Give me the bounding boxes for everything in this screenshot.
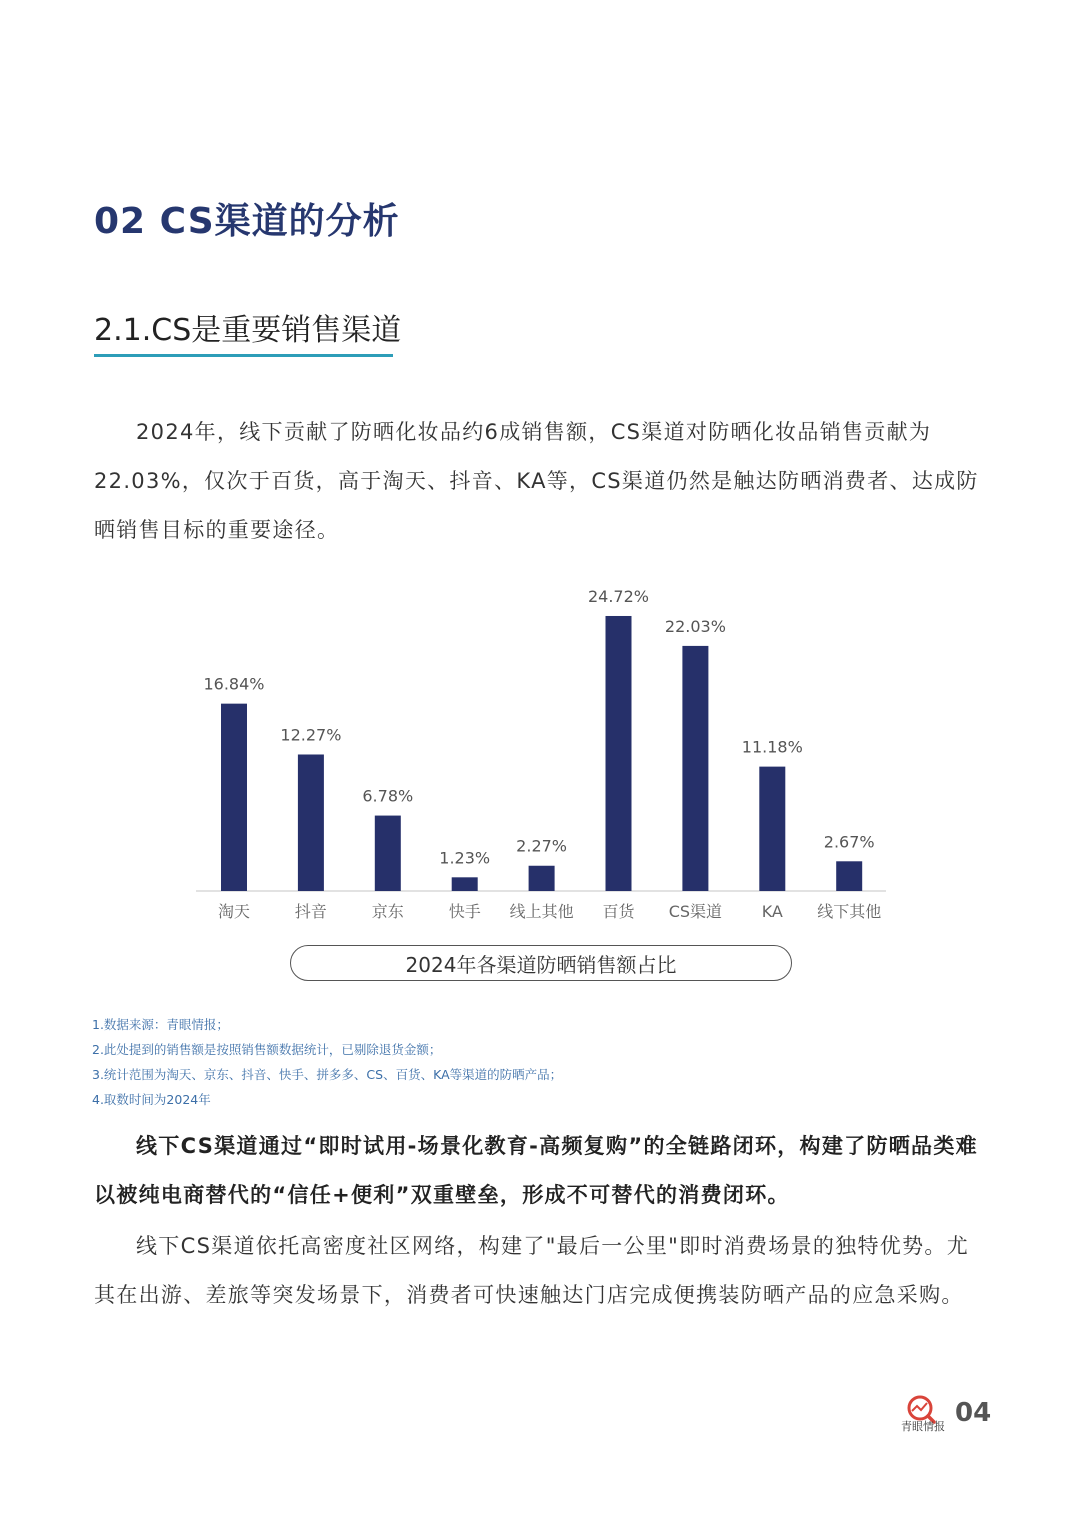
bar-value-label: 2.27% xyxy=(516,836,568,856)
bar-value-label: 12.27% xyxy=(280,725,342,745)
chart-caption: 2024年各渠道防晒销售额占比 xyxy=(290,945,792,981)
bar-value-label: 11.18% xyxy=(741,737,803,757)
bar-chart xyxy=(180,575,910,935)
x-axis-tick-label: 淘天 xyxy=(217,902,251,921)
x-axis-tick-label: 京东 xyxy=(371,902,404,921)
chart-bar xyxy=(298,754,324,891)
chart-bars xyxy=(203,587,881,921)
x-axis-tick-label: KA xyxy=(761,902,783,921)
x-axis-tick-label: 抖音 xyxy=(294,902,327,921)
section-title: 02 CS渠道的分析 xyxy=(94,201,400,242)
chart-bar xyxy=(221,704,247,891)
subsection-title: 2.1.CS是重要销售渠道 xyxy=(94,313,402,348)
intro-paragraph: 2024年，线下贡献了防晒化妆品约6成销售额，CS渠道对防晒化妆品销售贡献为22.03%，仅次于百货，高于淘天、抖音、KA等，CS渠道仍然是触达防晒消费者、达成防晒销售目标的重要途径。 xyxy=(94,420,979,542)
chart-bar xyxy=(682,646,708,891)
x-axis-tick-label: 线上其他 xyxy=(509,902,574,921)
bar-value-label: 24.72% xyxy=(587,586,650,606)
x-axis-tick-label: 线下其他 xyxy=(817,902,882,921)
notes-list xyxy=(92,1012,562,1112)
closing-paragraph: 线下CS渠道依托高密度社区网络，构建了"最后一公里"即时消费场景的独特优势。尤其在出游、差旅等突发场景下，消费者可快速触达门店完成便携装防晒产品的应急采购。 xyxy=(94,1234,970,1307)
bar-value-label: 1.23% xyxy=(439,848,491,868)
highlight-paragraph: 线下CS渠道通过“即时试用-场景化教育-高频复购”的全链路闭环，构建了防晒品类难以被纯电商替代的“信任+便利”双重壁垒，形成不可替代的消费闭环。 xyxy=(94,1134,978,1207)
note-item: 3.统计范围为淘天、京东、抖音、快手、拼多多、CS、百货、KA等渠道的防晒产品； xyxy=(92,1067,563,1082)
x-axis-tick-label: 百货 xyxy=(602,902,635,921)
bar-value-label: 22.03% xyxy=(664,616,726,636)
chart-bar xyxy=(606,616,632,891)
subsection-underline xyxy=(94,354,393,357)
chart-bar xyxy=(452,877,478,891)
chart-bar xyxy=(529,866,555,891)
page-number: 04 xyxy=(955,1398,992,1428)
x-axis-tick-label: 快手 xyxy=(448,902,481,921)
footer-brand: 青眼情报 xyxy=(901,1420,945,1433)
bar-value-label: 6.78% xyxy=(362,786,414,806)
x-axis-tick-label: CS渠道 xyxy=(668,902,723,921)
chart-bar xyxy=(375,816,401,891)
note-item: 4.取数时间为2024年 xyxy=(92,1092,211,1107)
chart-bar xyxy=(836,861,862,891)
note-item: 2.此处提到的销售额是按照销售额数据统计，已剔除退货金额； xyxy=(92,1042,442,1057)
bar-value-label: 2.67% xyxy=(823,832,875,852)
chart-bar xyxy=(759,767,785,891)
bar-value-label: 16.84% xyxy=(203,674,265,694)
note-item: 1.数据来源：青眼情报； xyxy=(92,1017,229,1032)
